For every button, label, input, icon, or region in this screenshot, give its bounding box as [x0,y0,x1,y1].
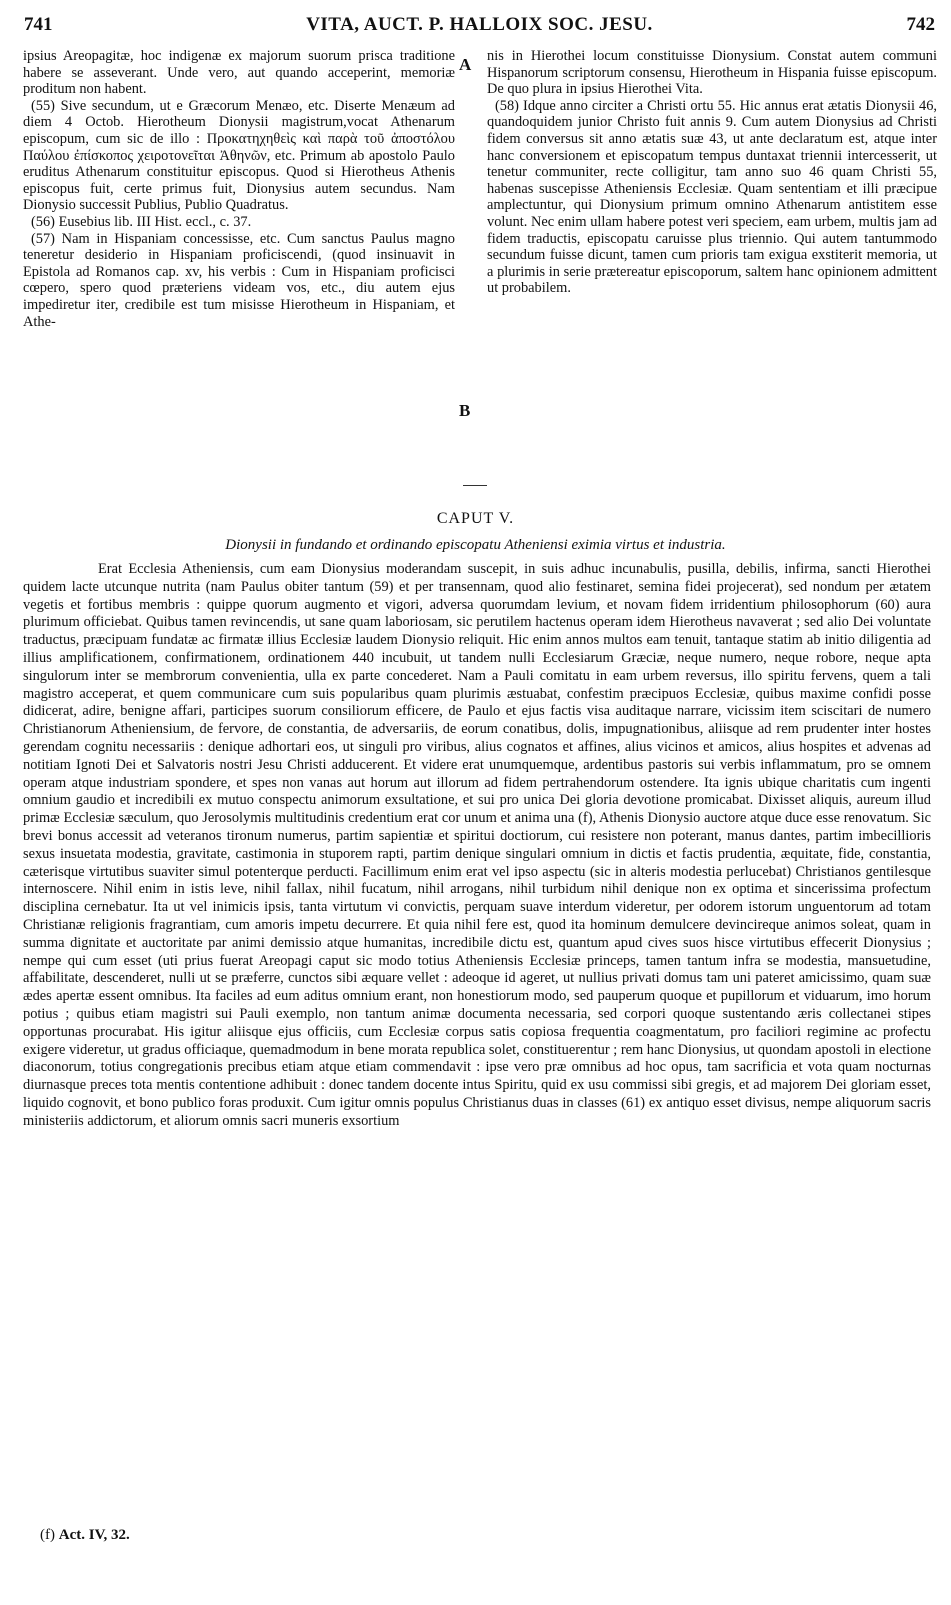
margin-letter-a: A [459,55,472,74]
footnote-mark: (f) [40,1527,55,1543]
note-paragraph: (56) Eusebius lib. III Hist. eccl., c. 37. [31,213,252,230]
left-notes-column [23,48,455,330]
chapter-subtitle: Dionysii in fundando et ordinando episcopatu Atheniensi eximia virtus et industria. [225,537,726,553]
page-number-left: 741 [24,14,53,35]
note-paragraph: nis in Hierothei locum constituisse Dionysium. Constat autem communi Hispanorum scriptorum consensu, Hierotheum in Hispania fuisse episcopum. De quo plura in ipsius Hierothei Vita. [487,48,937,98]
chapter-title: CAPUT V. [436,510,515,527]
footnote [40,1527,130,1544]
footnote-text: Act. IV, 32. [58,1527,130,1543]
note-paragraph: (57) Nam in Hispaniam concessisse, etc. Cum sanctus Paulus magno teneretur desiderio in Hispaniam proficiscendi, (quod insinuavit in Epistola ad Romanos cap. xv, his verbis : Cum in Hispaniam proficisci cœpero, spero quod præteriens videam vos, etc., diu autem ejus impediretur iter, credibile est tum misisse Hierotheum in Hispaniam, et Athe- [23,230,455,330]
running-title: VITA, AUCT. P. HALLOIX SOC. JESU. [306,14,653,35]
note-paragraph: (55) Sive secundum, ut e Græcorum Menæo, etc. Diserte Menæum ad diem 4 Octob. Hierotheum Dionysii magistrum,vocat Athenarum episcopum, cum sic de illo : Προκατηχηθεὶς καὶ παρὰ τοῦ ἀποστόλου Παύλου ἐπίσκοπος χειροτονεῖται Ἀθηνῶν, etc. Primum ab apostolo Paulo eruditus Athenarum constituitur episcopus. Quod si Hierotheus Athenis episcopus fuit, certe primus fuit, Dionysius autem secundus. Nam Dionysio successit Publius, Publio Quadratus. [23,97,455,214]
page-header [24,14,935,38]
page-number-right: 742 [906,14,935,35]
note-paragraph: ipsius Areopagitæ, hoc indigenæ ex majorum suorum prisca traditione habere se asseverant. Unde vero, aut quando acceperint, memoriæ proditum non habent. [23,48,455,98]
note-paragraph: (58) Idque anno circiter a Christi ortu 55. Hic annus erat ætatis Dionysii 46, quandoquidem junior Christo fuit annis 9. Cum autem Dionysius ad Christi fidem conversus sit anno ætatis suæ 43, ut ante declaratum est, atque inter hanc conversionem et episcopatum tempus duntaxat triennii intercesserit, ut tenetur communiter, recte colligitur, tam anno suo 46 quam Christi 55, habenas suscepisse Atheniensis Ecclesiæ. Quam sententiam et illi præcipue amplectuntur, qui Dionysium primum omnino Athenarum antistitem esse volunt. Nec enim ullam habere potest veri speciem, eam urbem, multis jam ad fidem traductis, episcopatu caruisse plus triennio. Qui autem tantummodo secundum fuisse dicunt, tamen cum prioris tam exigua exstiterit memoria, ut a plurimis in serie prætereatur episcoporum, saltem hanc opinionem admittent ut probabilem. [487,97,937,297]
body-paragraph: Erat Ecclesia Atheniensis, cum eam Dionysius moderandam suscepit, in suis adhuc incunabulis, pusilla, debilis, infirma, sancti Hierothei quidem lacte utcunque nutrita (nam Paulus obiter tantum (59) et per transennam, quod alio festinaret, semina fidei projecerat), sed nondum per ætatem vegetis et fortibus membris : quippe quorum augmento et vigori, adversa quorumdam levium, et novam fidem irridentium philosophorum (60) aura plurimum officiebat. Quibus tamen revincendis, ut sane quam laboriosam, sic perutilem hactenus operam idem Hierotheus navaverat ; sed alio Dei voluntate traductus, præcipuam fundatæ ac firmatæ illius Ecclesiæ laudem Dionysio reliquit. Hic enim annos multos eam tenuit, tantaque statim ab initio diligentia ad illius amplificationem, confirmationem, ordinationem 440 incubuit, ut tandem nulli Ecclesiarum Græciæ, neque numero, neque robore, neque apta singulorum inter se membrorum convenientia, ulla ex parte concederet. Nam a Pauli comitatu in eam urbem reversus, illo spiritu fervens, quem a tali magistro acceperat, et quem communicare cum suis popularibus quam plurimis æstuabat, confestim præcipuos Ecclesiæ, quibus maxime confidi posse didicerat, adire, benigne affari, participes suorum consiliorum efficere, de Paulo et ejus factis visa auditaque narrare, vicissim item sciscitari de numero Christianorum Atheniensium, de fervore, de constantia, de adversariis, de eorum conatibus, dolis, impugnationibus, aliisque ad rem prudenter inter hostes gerendam cognitu necessariis : denique adhortari eos, ut singuli pro viribus, alius cognatos et affines, alius vicinos et amicos, alius hospites et advenas ad notitiam Ignoti Dei et Salvatoris nostri Jesu Christi adducerent. Et videre erat unumquemque, ardentibus pastoris sui verbis inflammatum, pro se omnem operam atque industriam spondere, et spes non vanas aut horum aut illorum ad fidem pertrahendorum ostendere. Ita ignis ubique charitatis cum ingenti omnium gaudio et incredibili ex mutuo conspectu animorum exsultatione, et sui pro unica Dei gloria devotione promicabat. Dixisset aliquis, aureum illud primæ Ecclesiæ sæculum, quo Jerosolymis multitudinis credentium erat cor unum et anima una (f), Athenis Dionysio auctore atque duce esse renovatum. Sic brevi bonus accessit ad veteranos tironum numerus, partim sapientiæ et spiritui doctiorum, cui resistere non poterant, manus dantes, partim imbecillioris sexus insuetata modestia, gravitate, castimonia in stuporem rapti, partim denique singulari omnium in dictis et factis prudentia, æquitate, fide, constantia, cæterisque virtutibus suaviter simul potenterque perducti. Facillimum enim erat vel ipso aspectu (sic in alteris modestia perlucebat) Christianos gentilesque internoscere. Nihil enim in istis leve, nihil fallax, nihil fucatum, nihil arrogans, nihil turbidum nihil denique non ex optima et sincerissima profectum disciplina cernebatur. Ita ut vel inimicis ipsis, tanta virtutum vi convictis, perquam suave interdum videretur, per odorem istorum unguentorum ad totam Christianæ religionis fragrantiam, cum amoris impetu decurrere. Et quia nihil fere est, quod ita hominum demulcere devincireque animos soleat, quam in summa dignitate et auctoritate par animi demissio atque humanitas, incredibile dictu est, quantum apud cives suos hisce virtutibus effecerit Dionysius ; nempe qui cum esset (uti prius fuerat Areopagi caput sic modo totius Atheniensis Ecclesiæ princeps, tamen tantum infra se modestia, mansuetudine, affabilitate, descenderet, nulli ut se præferre, cunctos sibi æquare vellet : adeoque id ageret, ut nullius privati domus tam uni pateret amicissimo, quam suæ ædes apertæ essent omnibus. Ita faciles ad eum aditus omnium erant, non honestiorum modo, sed pauperum quoque et pupillorum et viduarum, imo horum potius ; quibus etiam magistri sui Pauli exemplo, non tantum animæ documenta necessaria, sed corpori quoque sustentando æris collectanei stipes opportunas procurabat. His igitur aliisque ejus officiis, cum Ecclesiæ corpus satis copiosa frequentia coagmentatum, pro faciliori regimine ac profectu exigere videretur, ut gradus officiaque, quemadmodum in bene morata republica solet, constituerentur ; rem hanc Dionysius, ut quondam apostoli in electione diaconorum, totius congregationis precibus etiam atque etiam commendavit : ipse vero præ omnibus ad hoc opus, tam sacrificia et vota quam nocturnas diurnasque preces tota mentis contentione adhibuit : donec tandem docente intus Spiritu, quid ex usu commissi sibi gregis, et ad majorem Dei gloriam esset, liquido cognovit, et bono publico foras produxit. Cum igitur omnis populus Christianus duas in classes (61) ex antiquo esset divisus, nempe aliquorum sacris ministeriis addictorum, et aliorum omnis sacri muneris exsortium [23,561,931,1129]
section-divider [463,485,487,486]
margin-letter-b: B [459,401,471,420]
chapter-body [23,561,931,1131]
right-notes-column [487,48,937,297]
